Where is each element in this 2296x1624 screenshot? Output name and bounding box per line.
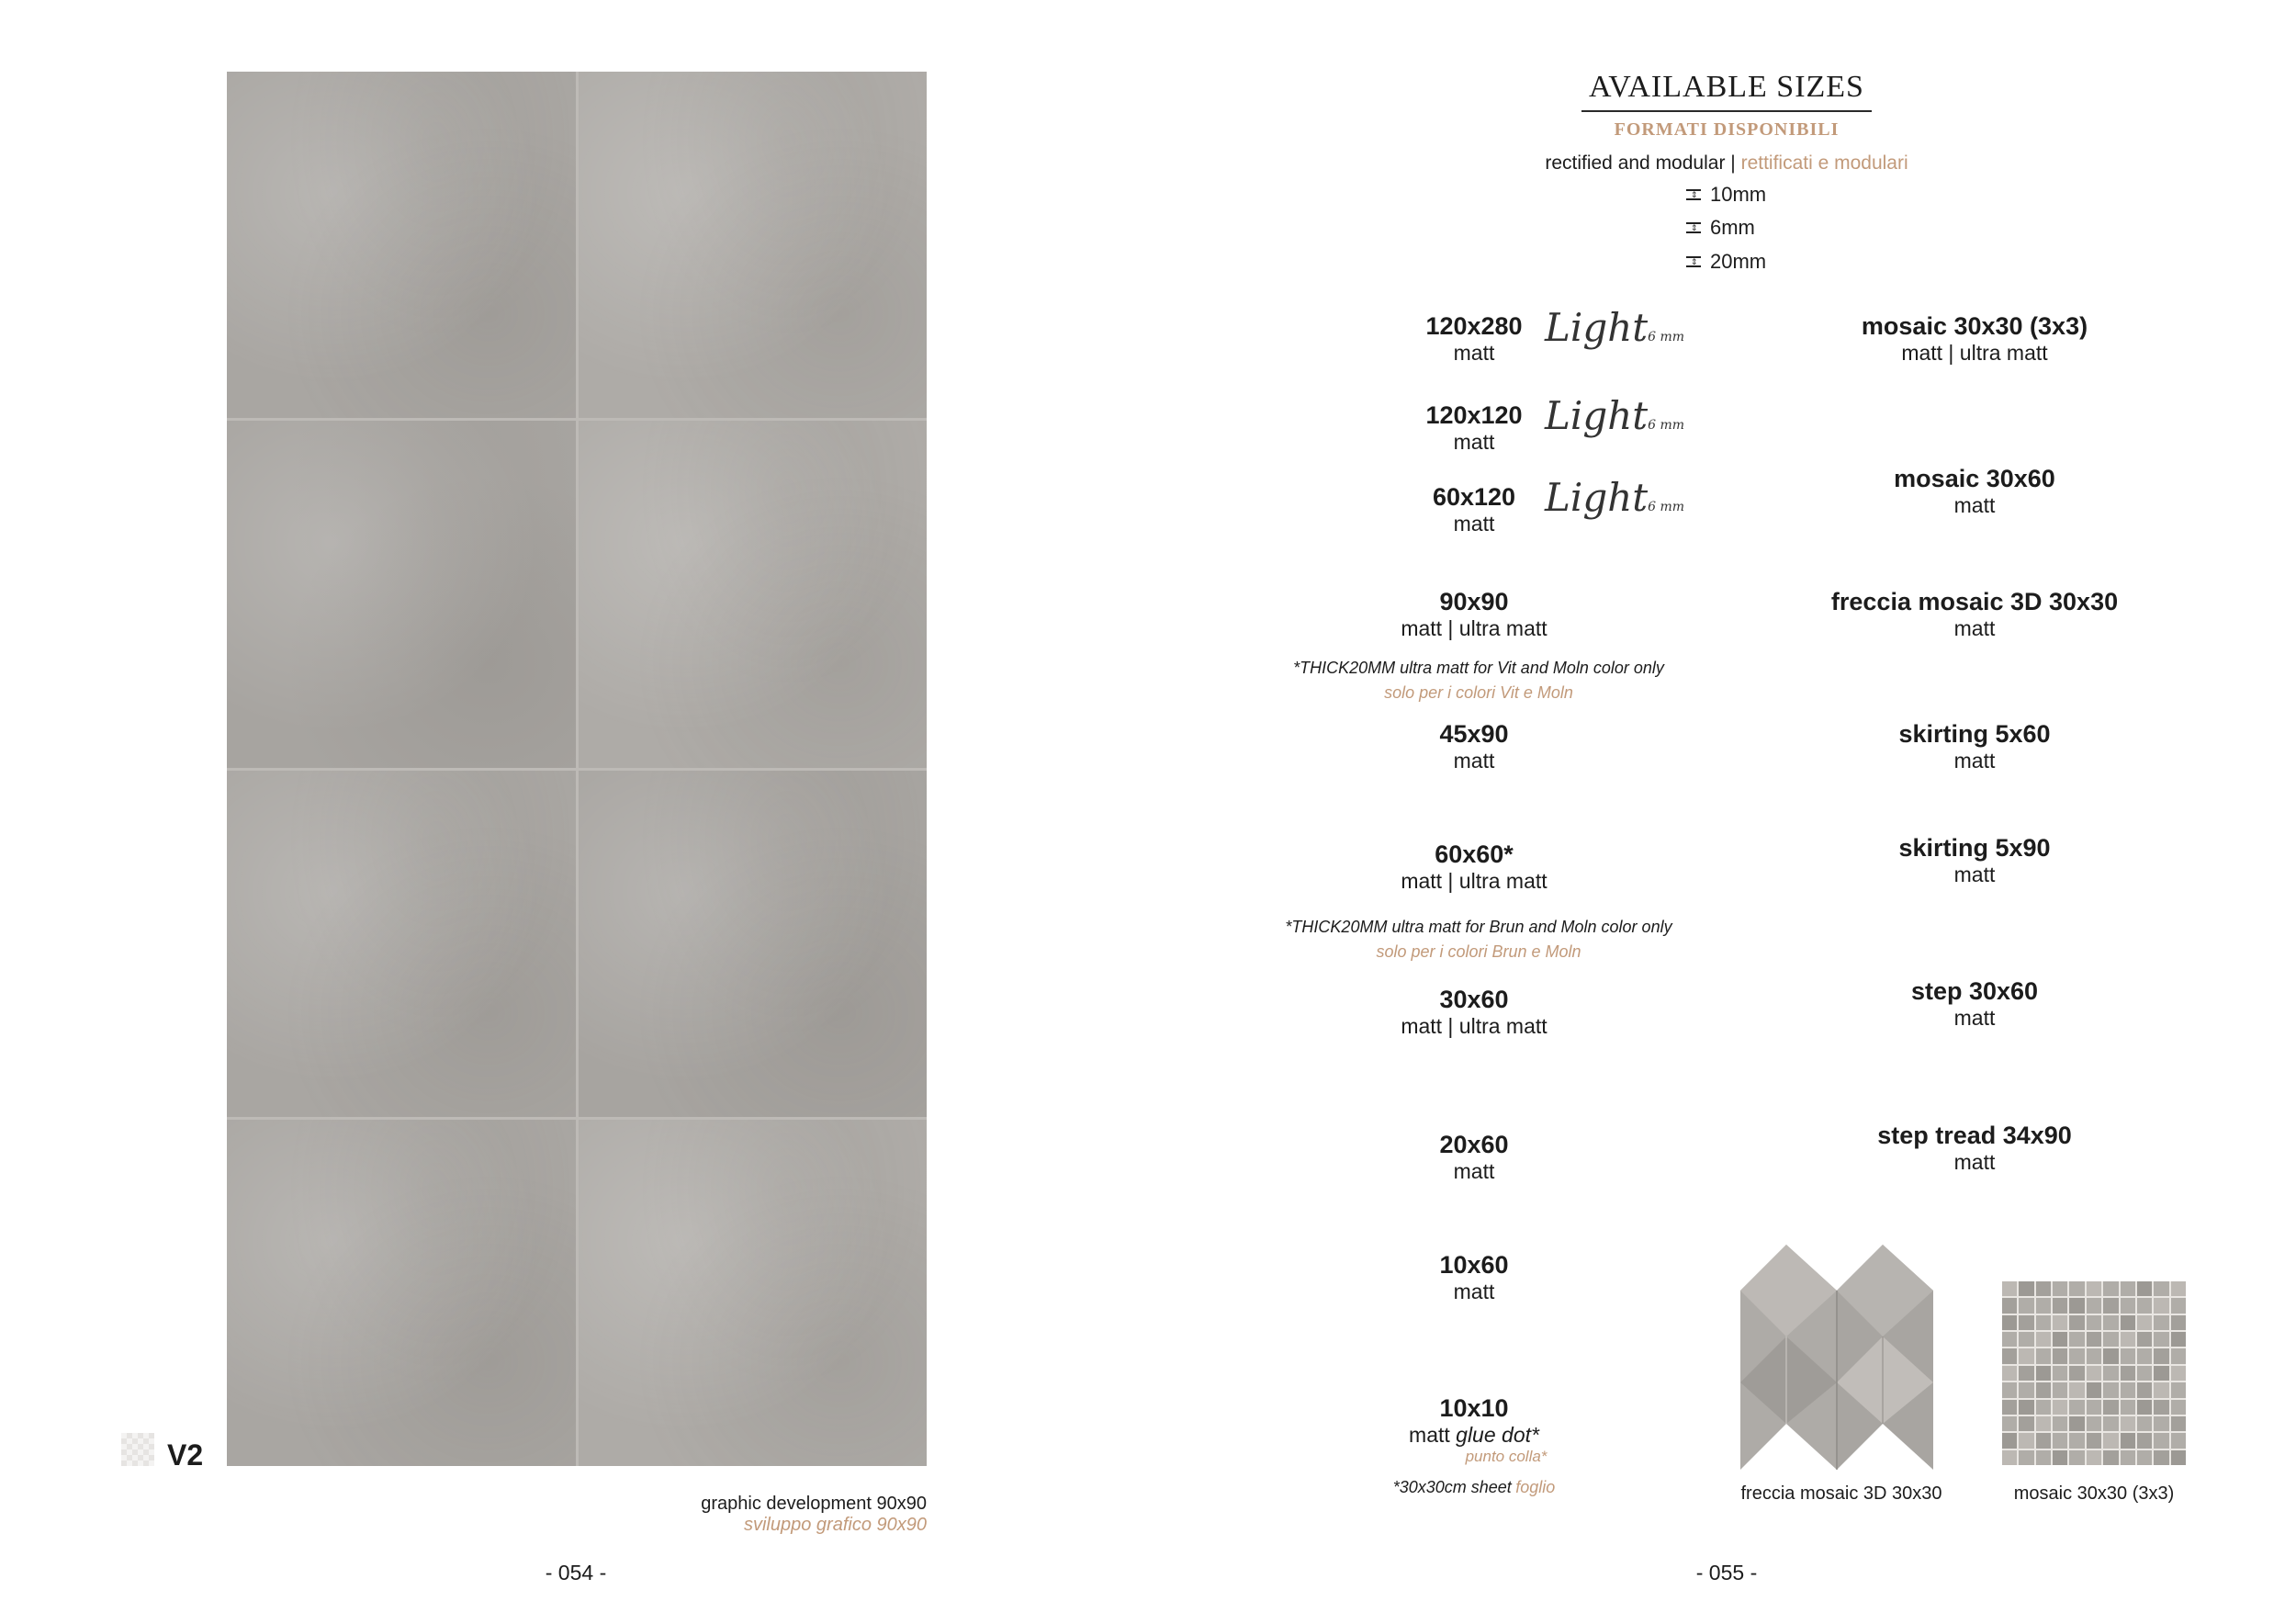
note-it: punto colla* xyxy=(1465,1448,1548,1465)
mosaic-chip xyxy=(2137,1433,2152,1448)
mosaic-caption: mosaic 30x30 (3x3) xyxy=(2013,1483,2175,1504)
size-finish: matt | ultra matt xyxy=(1401,869,1548,893)
tile xyxy=(227,1120,576,1466)
mosaic-chip xyxy=(2053,1416,2067,1431)
size-finish: matt xyxy=(1453,430,1495,454)
thickness-20mm xyxy=(1686,250,1870,274)
title-divider xyxy=(1581,110,1872,112)
mosaic-chip xyxy=(2171,1382,2186,1397)
mosaic-chip xyxy=(2137,1348,2152,1363)
mosaic-chip xyxy=(2019,1382,2033,1397)
mosaic-chip xyxy=(2036,1416,2051,1431)
mosaic-chip xyxy=(2019,1332,2033,1347)
mosaic-chip xyxy=(2121,1416,2135,1431)
mosaic-chip xyxy=(2036,1433,2051,1448)
mosaic-chip xyxy=(2069,1332,2084,1347)
mosaic-chip xyxy=(2137,1400,2152,1415)
mosaic-chip xyxy=(2087,1366,2101,1381)
size-name: freccia mosaic 3D 30x30 xyxy=(1830,588,2119,615)
mosaic-chip xyxy=(2036,1315,2051,1330)
mosaic-chip xyxy=(2036,1450,2051,1465)
thickness-icon: ⇕ xyxy=(1686,220,1701,235)
freccia-caption: freccia mosaic 3D 30x30 xyxy=(1740,1483,1942,1504)
mosaic-chip xyxy=(2053,1433,2067,1448)
size-finish: matt xyxy=(1953,749,1996,773)
mosaic-chip xyxy=(2002,1416,2017,1431)
mosaic-chip xyxy=(2069,1433,2084,1448)
size-finish: matt | ultra matt xyxy=(1401,616,1548,640)
mosaic-chip xyxy=(2053,1400,2067,1415)
tile xyxy=(227,72,576,418)
thickness-value: 20mm xyxy=(1710,250,1767,273)
mosaic-chip xyxy=(2137,1281,2152,1296)
mosaic-chip xyxy=(2121,1281,2135,1296)
mosaic-chip xyxy=(2019,1315,2033,1330)
size-finish: matt xyxy=(1953,863,1996,886)
mosaic-chip xyxy=(2002,1298,2017,1313)
size-name: 10x60 xyxy=(1439,1251,1509,1279)
mosaic-chip xyxy=(2121,1366,2135,1381)
mosaic-chip xyxy=(2121,1348,2135,1363)
size-20x60 xyxy=(1350,1131,1598,1184)
mosaic-30x30-image xyxy=(2002,1281,2186,1465)
mosaic-chip xyxy=(2019,1281,2033,1296)
mosaic-chip xyxy=(2069,1315,2084,1330)
thickness-value: 10mm xyxy=(1710,183,1767,206)
mosaic-chip xyxy=(2036,1281,2051,1296)
mosaic-chip xyxy=(2036,1382,2051,1397)
mosaic-chip xyxy=(2103,1315,2118,1330)
mosaic-chip xyxy=(2171,1450,2186,1465)
mosaic-chip xyxy=(2103,1400,2118,1415)
mosaic-chip xyxy=(2171,1298,2186,1313)
size-finish: matt xyxy=(1953,1006,1996,1030)
mosaic-chip xyxy=(2002,1366,2017,1381)
size-name: step tread 34x90 xyxy=(1877,1122,2072,1149)
mosaic-chip xyxy=(2002,1433,2017,1448)
mosaic-chip xyxy=(2154,1433,2168,1448)
mosaic-chip xyxy=(2002,1400,2017,1415)
mosaic-chip xyxy=(2002,1348,2017,1363)
mosaic-chip xyxy=(2053,1366,2067,1381)
mosaic-chip xyxy=(2036,1348,2051,1363)
size-step-tread-34x90 xyxy=(1773,1122,2177,1175)
note-it: foglio xyxy=(1515,1478,1556,1496)
size-finish: matt xyxy=(1453,1280,1495,1303)
mosaic-chip xyxy=(2137,1450,2152,1465)
mosaic-chip xyxy=(2137,1332,2152,1347)
mosaic-chip xyxy=(2069,1382,2084,1397)
size-10x60 xyxy=(1350,1251,1598,1304)
page-number-left: - 054 - xyxy=(545,1561,607,1585)
mosaic-chip xyxy=(2121,1382,2135,1397)
mosaic-chip xyxy=(2036,1298,2051,1313)
light-6mm-badge: Light6 mm xyxy=(1545,305,1685,350)
mosaic-chip xyxy=(2002,1382,2017,1397)
size-90x90 xyxy=(1341,588,1607,641)
mosaic-chip xyxy=(2154,1416,2168,1431)
tile-graphic-90x90 xyxy=(227,72,927,1466)
mosaic-chip xyxy=(2053,1281,2067,1296)
rectified-en: rectified and modular | xyxy=(1545,152,1736,174)
mosaic-chip xyxy=(2053,1315,2067,1330)
size-45x90 xyxy=(1350,720,1598,773)
size-skirting-5x60 xyxy=(1773,720,2177,773)
variant-swatch xyxy=(121,1433,154,1466)
rectified-it: rettificati e modulari xyxy=(1740,152,1908,174)
mosaic-chip xyxy=(2069,1400,2084,1415)
mosaic-chip xyxy=(2137,1382,2152,1397)
mosaic-chip xyxy=(2171,1366,2186,1381)
mosaic-chip xyxy=(2019,1298,2033,1313)
mosaic-chip xyxy=(2053,1348,2067,1363)
mosaic-chip xyxy=(2019,1348,2033,1363)
size-name: 90x90 xyxy=(1439,588,1509,615)
mosaic-chip xyxy=(2154,1366,2168,1381)
thickness-6mm xyxy=(1686,216,1870,240)
size-name: mosaic 30x60 xyxy=(1894,465,2055,492)
mosaic-chip xyxy=(2002,1281,2017,1296)
mosaic-chip xyxy=(2137,1366,2152,1381)
mosaic-chip xyxy=(2171,1348,2186,1363)
size-finish: matt | ultra matt xyxy=(1401,1014,1548,1038)
mosaic-chip xyxy=(2053,1450,2067,1465)
thickness-icon: ⇕ xyxy=(1686,254,1701,269)
size-name: 45x90 xyxy=(1439,720,1509,748)
mosaic-chip xyxy=(2087,1450,2101,1465)
mosaic-chip xyxy=(2154,1281,2168,1296)
mosaic-chip xyxy=(2002,1315,2017,1330)
size-skirting-5x90 xyxy=(1773,834,2177,887)
mosaic-chip xyxy=(2019,1450,2033,1465)
page-number-right: - 055 - xyxy=(1695,1561,1758,1585)
mosaic-chip xyxy=(2154,1298,2168,1313)
mosaic-chip xyxy=(2087,1298,2101,1313)
size-name: 120x280 xyxy=(1425,312,1523,340)
size-finish: matt xyxy=(1953,616,1996,640)
size-freccia-mosaic xyxy=(1773,588,2177,641)
size-finish: matt xyxy=(1953,1150,1996,1174)
mosaic-chip xyxy=(2137,1298,2152,1313)
mosaic-chip xyxy=(2069,1416,2084,1431)
size-finish: matt xyxy=(1953,493,1996,517)
note-en: *THICK20MM ultra matt for Brun and Moln color only xyxy=(1285,918,1672,936)
mosaic-chip xyxy=(2087,1281,2101,1296)
mosaic-chip xyxy=(2002,1450,2017,1465)
size-finish: matt xyxy=(1453,512,1495,536)
mosaic-chip xyxy=(2171,1315,2186,1330)
mosaic-chip xyxy=(2087,1416,2101,1431)
rectified-line xyxy=(1424,152,2030,175)
size-name: 30x60 xyxy=(1439,986,1509,1013)
size-finish: matt xyxy=(1453,341,1495,365)
size-name: mosaic 30x30 (3x3) xyxy=(1861,312,2088,340)
size-name: skirting 5x60 xyxy=(1898,720,2051,748)
mosaic-chip xyxy=(2121,1315,2135,1330)
mosaic-chip xyxy=(2019,1400,2033,1415)
size-finish: matt | ultra matt xyxy=(1901,341,2048,365)
mosaic-chip xyxy=(2019,1433,2033,1448)
note-sheet xyxy=(1332,1478,1616,1497)
tile xyxy=(227,771,576,1117)
mosaic-chip xyxy=(2171,1332,2186,1347)
mosaic-chip xyxy=(2171,1400,2186,1415)
tile xyxy=(579,771,928,1117)
mosaic-chip xyxy=(2087,1400,2101,1415)
size-name: 20x60 xyxy=(1439,1131,1509,1158)
mosaic-chip xyxy=(2121,1298,2135,1313)
mosaic-chip xyxy=(2121,1433,2135,1448)
mosaic-chip xyxy=(2002,1332,2017,1347)
mosaic-chip xyxy=(2069,1450,2084,1465)
mosaic-chip xyxy=(2069,1348,2084,1363)
mosaic-chip xyxy=(2036,1400,2051,1415)
mosaic-chip xyxy=(2087,1382,2101,1397)
tile xyxy=(579,421,928,767)
mosaic-chip xyxy=(2069,1366,2084,1381)
mosaic-chip xyxy=(2137,1315,2152,1330)
mosaic-chip xyxy=(2121,1332,2135,1347)
graphic-caption-en: graphic development 90x90 xyxy=(701,1494,927,1514)
mosaic-chip xyxy=(2154,1382,2168,1397)
mosaic-chip xyxy=(2019,1366,2033,1381)
mosaic-chip xyxy=(2069,1298,2084,1313)
mosaic-chip xyxy=(2154,1315,2168,1330)
note-60x60 xyxy=(1249,915,1708,964)
page-subtitle: FORMATI DISPONIBILI xyxy=(1614,119,1840,140)
size-30x60 xyxy=(1341,986,1607,1039)
mosaic-chip xyxy=(2154,1348,2168,1363)
graphic-caption-it: sviluppo grafico 90x90 xyxy=(743,1515,927,1535)
mosaic-chip xyxy=(2103,1298,2118,1313)
size-name: 120x120 xyxy=(1425,401,1523,429)
size-name: 60x120 xyxy=(1432,483,1516,511)
mosaic-chip xyxy=(2087,1315,2101,1330)
tile xyxy=(579,72,928,418)
light-6mm-badge: Light6 mm xyxy=(1545,475,1685,520)
mosaic-chip xyxy=(2171,1416,2186,1431)
mosaic-chip xyxy=(2069,1281,2084,1296)
mosaic-chip xyxy=(2053,1298,2067,1313)
mosaic-chip xyxy=(2019,1416,2033,1431)
mosaic-chip xyxy=(2103,1416,2118,1431)
graphic-caption xyxy=(559,1494,927,1536)
mosaic-chip xyxy=(2036,1366,2051,1381)
tile xyxy=(227,421,576,767)
size-step-30x60 xyxy=(1773,977,2177,1031)
size-name: step 30x60 xyxy=(1910,977,2039,1005)
mosaic-chip xyxy=(2137,1416,2152,1431)
variant-label: V2 xyxy=(167,1438,204,1472)
mosaic-chip xyxy=(2103,1348,2118,1363)
note-en: *30x30cm sheet xyxy=(1392,1478,1512,1496)
mosaic-chip xyxy=(2103,1281,2118,1296)
size-mosaic-30x30 xyxy=(1773,312,2177,366)
size-finish: matt xyxy=(1453,749,1495,773)
mosaic-chip xyxy=(2171,1281,2186,1296)
size-finish: matt glue dot* xyxy=(1409,1423,1539,1447)
size-mosaic-30x60 xyxy=(1773,465,2177,518)
thickness-icon: ⇕ xyxy=(1686,187,1701,202)
mosaic-chip xyxy=(2087,1332,2101,1347)
thickness-value: 6mm xyxy=(1710,216,1755,239)
mosaic-chip xyxy=(2036,1332,2051,1347)
mosaic-chip xyxy=(2087,1433,2101,1448)
mosaic-chip xyxy=(2103,1450,2118,1465)
mosaic-chip xyxy=(2053,1382,2067,1397)
mosaic-chip xyxy=(2103,1332,2118,1347)
size-60x60 xyxy=(1341,840,1607,894)
page-title: AVAILABLE SIZES xyxy=(1589,70,1864,104)
mosaic-chip xyxy=(2171,1433,2186,1448)
mosaic-chip xyxy=(2154,1450,2168,1465)
size-finish: matt xyxy=(1453,1159,1495,1183)
note-it: solo per i colori Vit e Moln xyxy=(1384,683,1573,702)
mosaic-chip xyxy=(2121,1450,2135,1465)
light-6mm-badge: Light6 mm xyxy=(1545,393,1685,438)
tile xyxy=(579,1120,928,1466)
size-name: skirting 5x90 xyxy=(1898,834,2051,862)
mosaic-chip xyxy=(2121,1400,2135,1415)
mosaic-chip xyxy=(2154,1400,2168,1415)
mosaic-chip xyxy=(2103,1382,2118,1397)
mosaic-chip xyxy=(2103,1433,2118,1448)
mosaic-chip xyxy=(2053,1332,2067,1347)
mosaic-chip xyxy=(2103,1366,2118,1381)
note-en: *THICK20MM ultra matt for Vit and Moln color only xyxy=(1293,659,1664,677)
size-name: 60x60* xyxy=(1435,840,1514,868)
note-it: solo per i colori Brun e Moln xyxy=(1376,942,1581,961)
note-90x90 xyxy=(1249,656,1708,705)
mosaic-chip xyxy=(2154,1332,2168,1347)
mosaic-chip xyxy=(2087,1348,2101,1363)
size-10x10 xyxy=(1332,1394,1616,1466)
thickness-10mm xyxy=(1686,183,1870,207)
freccia-mosaic-image xyxy=(1740,1245,1933,1470)
size-name: 10x10 xyxy=(1439,1394,1509,1422)
